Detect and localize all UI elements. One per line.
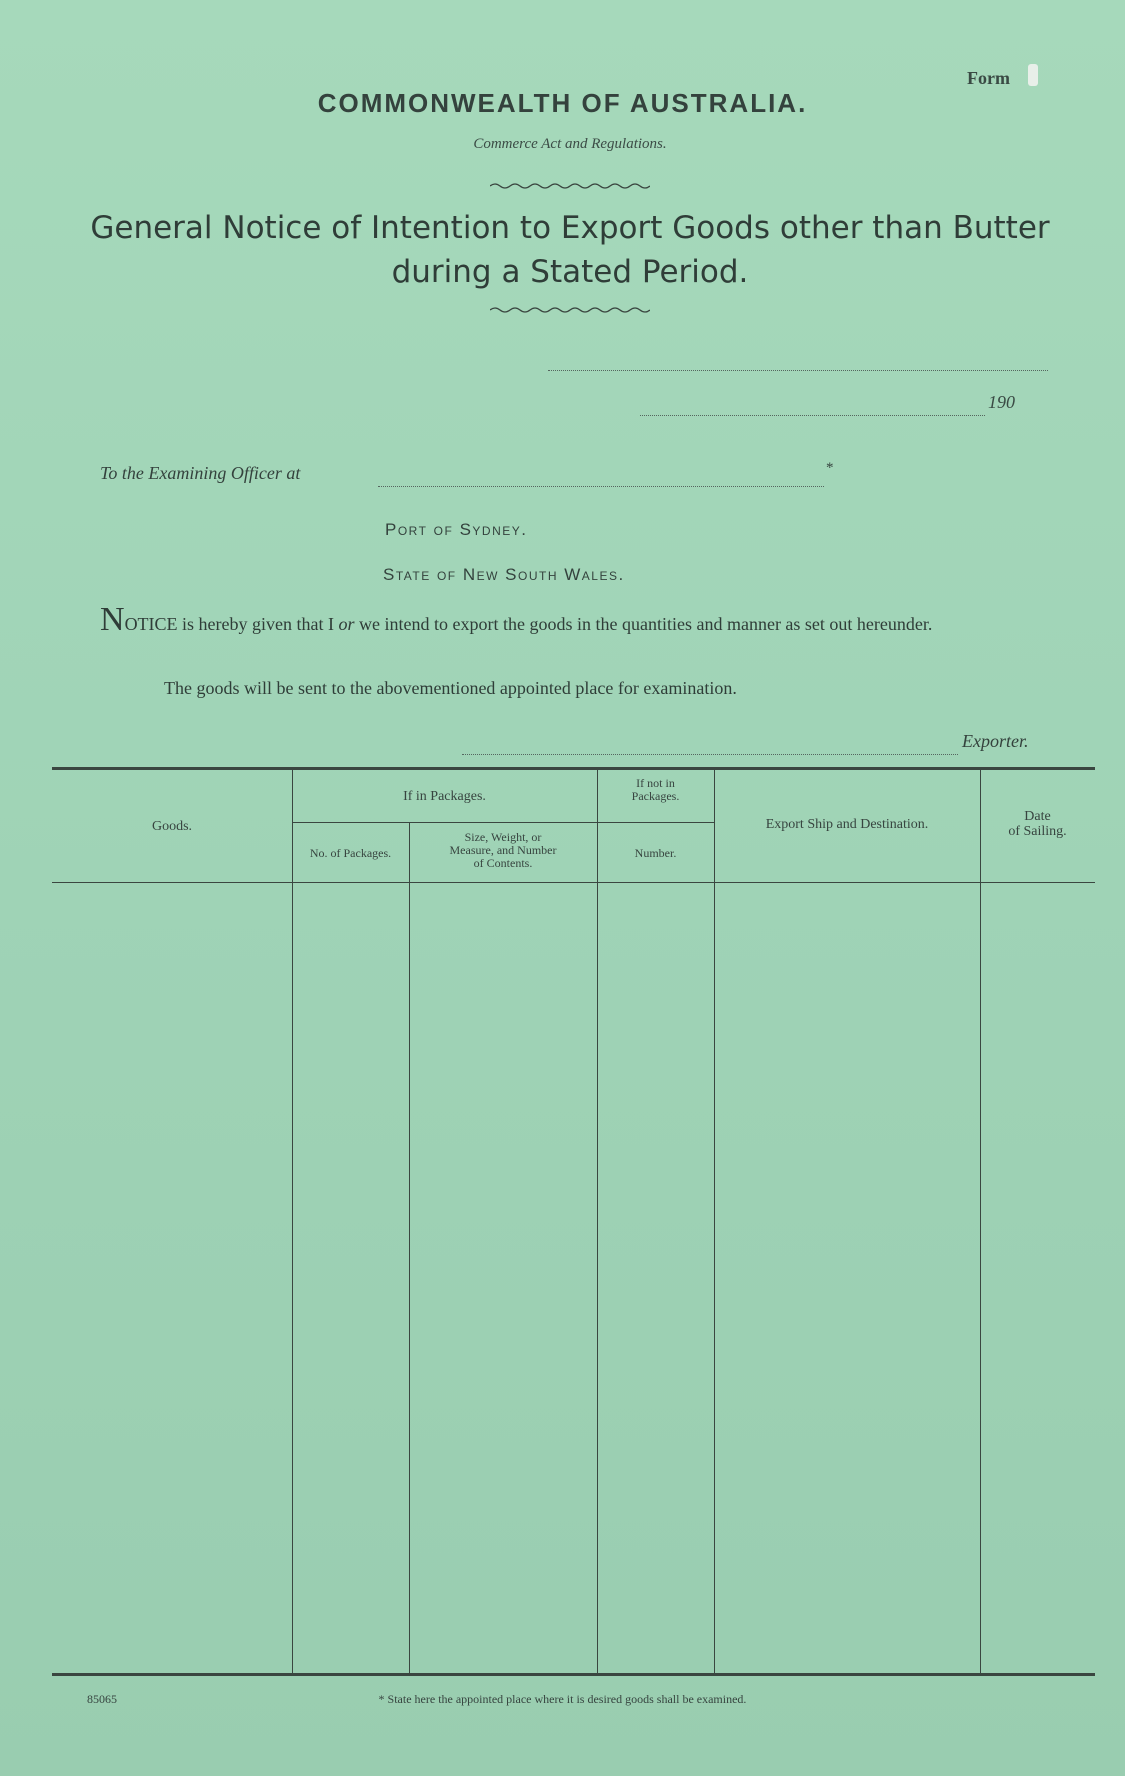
notice-title [0,206,1125,294]
header-date-of-sailing [980,809,1095,839]
notice-text: OTICE is hereby given that I [124,614,335,634]
notice-text-2: we intend to export the goods in the quantities and manner as set out hereunder. [359,614,933,634]
not-in-packages-sub-rule [598,822,715,823]
notice-title-line-1: General Notice of Intention to Export Goods other than Butter [90,210,1050,246]
header-size-weight-line-3: of Contents. [473,856,533,870]
header-number: Number. [634,846,677,860]
port-name: Port of Sydney. [385,520,528,539]
notice-paragraph [100,601,1050,638]
goods-column-cell[interactable] [52,883,292,1673]
header-if-not-in-packages-line-2: Packages. [631,789,680,803]
form-tab-mark [1028,64,1038,86]
date-of-sailing-column-cell[interactable] [981,883,1095,1673]
form-label: Form [967,68,1010,88]
no-of-packages-column-cell[interactable] [293,883,409,1673]
exporter-label: Exporter. [962,731,1029,751]
header-if-not-in-packages-line-1: If not in [636,776,675,790]
header-date-line-2: of Sailing. [1008,824,1067,839]
year-prefix: 190 [988,392,1015,412]
to-examining-officer-label: To the Examining Officer at [100,463,301,483]
export-ship-column-cell[interactable] [715,883,980,1673]
wavy-divider-top [490,182,650,190]
form-number: 85065 [87,1692,117,1706]
header-size-weight-line-2: Measure, and Number [449,843,557,857]
table-bottom-rule [52,1673,1095,1676]
header-subtitle: Commerce Act and Regulations. [473,136,667,152]
notice-initial: N [100,601,125,638]
date-line[interactable] [640,415,985,416]
header-goods: Goods. [151,819,193,834]
size-weight-column-cell[interactable] [410,883,597,1673]
header-if-in-packages: If in Packages. [403,789,486,804]
exporter-signature-field[interactable] [462,754,958,755]
table-top-rule [52,767,1095,770]
examination-statement: The goods will be sent to the abovementioned appointed place for examination. [164,678,737,698]
notice-or: or [338,614,355,634]
footnote: * State here the appointed place where it is desired goods shall be examined. [378,1692,747,1706]
date-place-line[interactable] [548,370,1048,371]
packages-sub-rule [292,822,648,823]
examining-officer-place-field[interactable] [378,486,824,487]
state-name: State of New South Wales. [383,565,625,584]
header-no-of-packages: No. of Packages. [309,846,392,860]
header-date-line-1: Date [1024,809,1051,824]
goods-table [52,767,1095,1678]
asterisk-mark: * [826,460,834,476]
notice-title-line-2: during a Stated Period. [391,254,749,290]
wavy-divider-bottom [490,306,650,314]
header-size-weight-line-1: Size, Weight, or [464,830,542,844]
header-export-ship: Export Ship and Destination. [765,817,929,832]
number-column-cell[interactable] [598,883,714,1673]
header-title: COMMONWEALTH OF AUSTRALIA. [317,88,808,118]
header-if-not-in-packages [597,777,714,803]
header-size-weight [409,831,597,870]
